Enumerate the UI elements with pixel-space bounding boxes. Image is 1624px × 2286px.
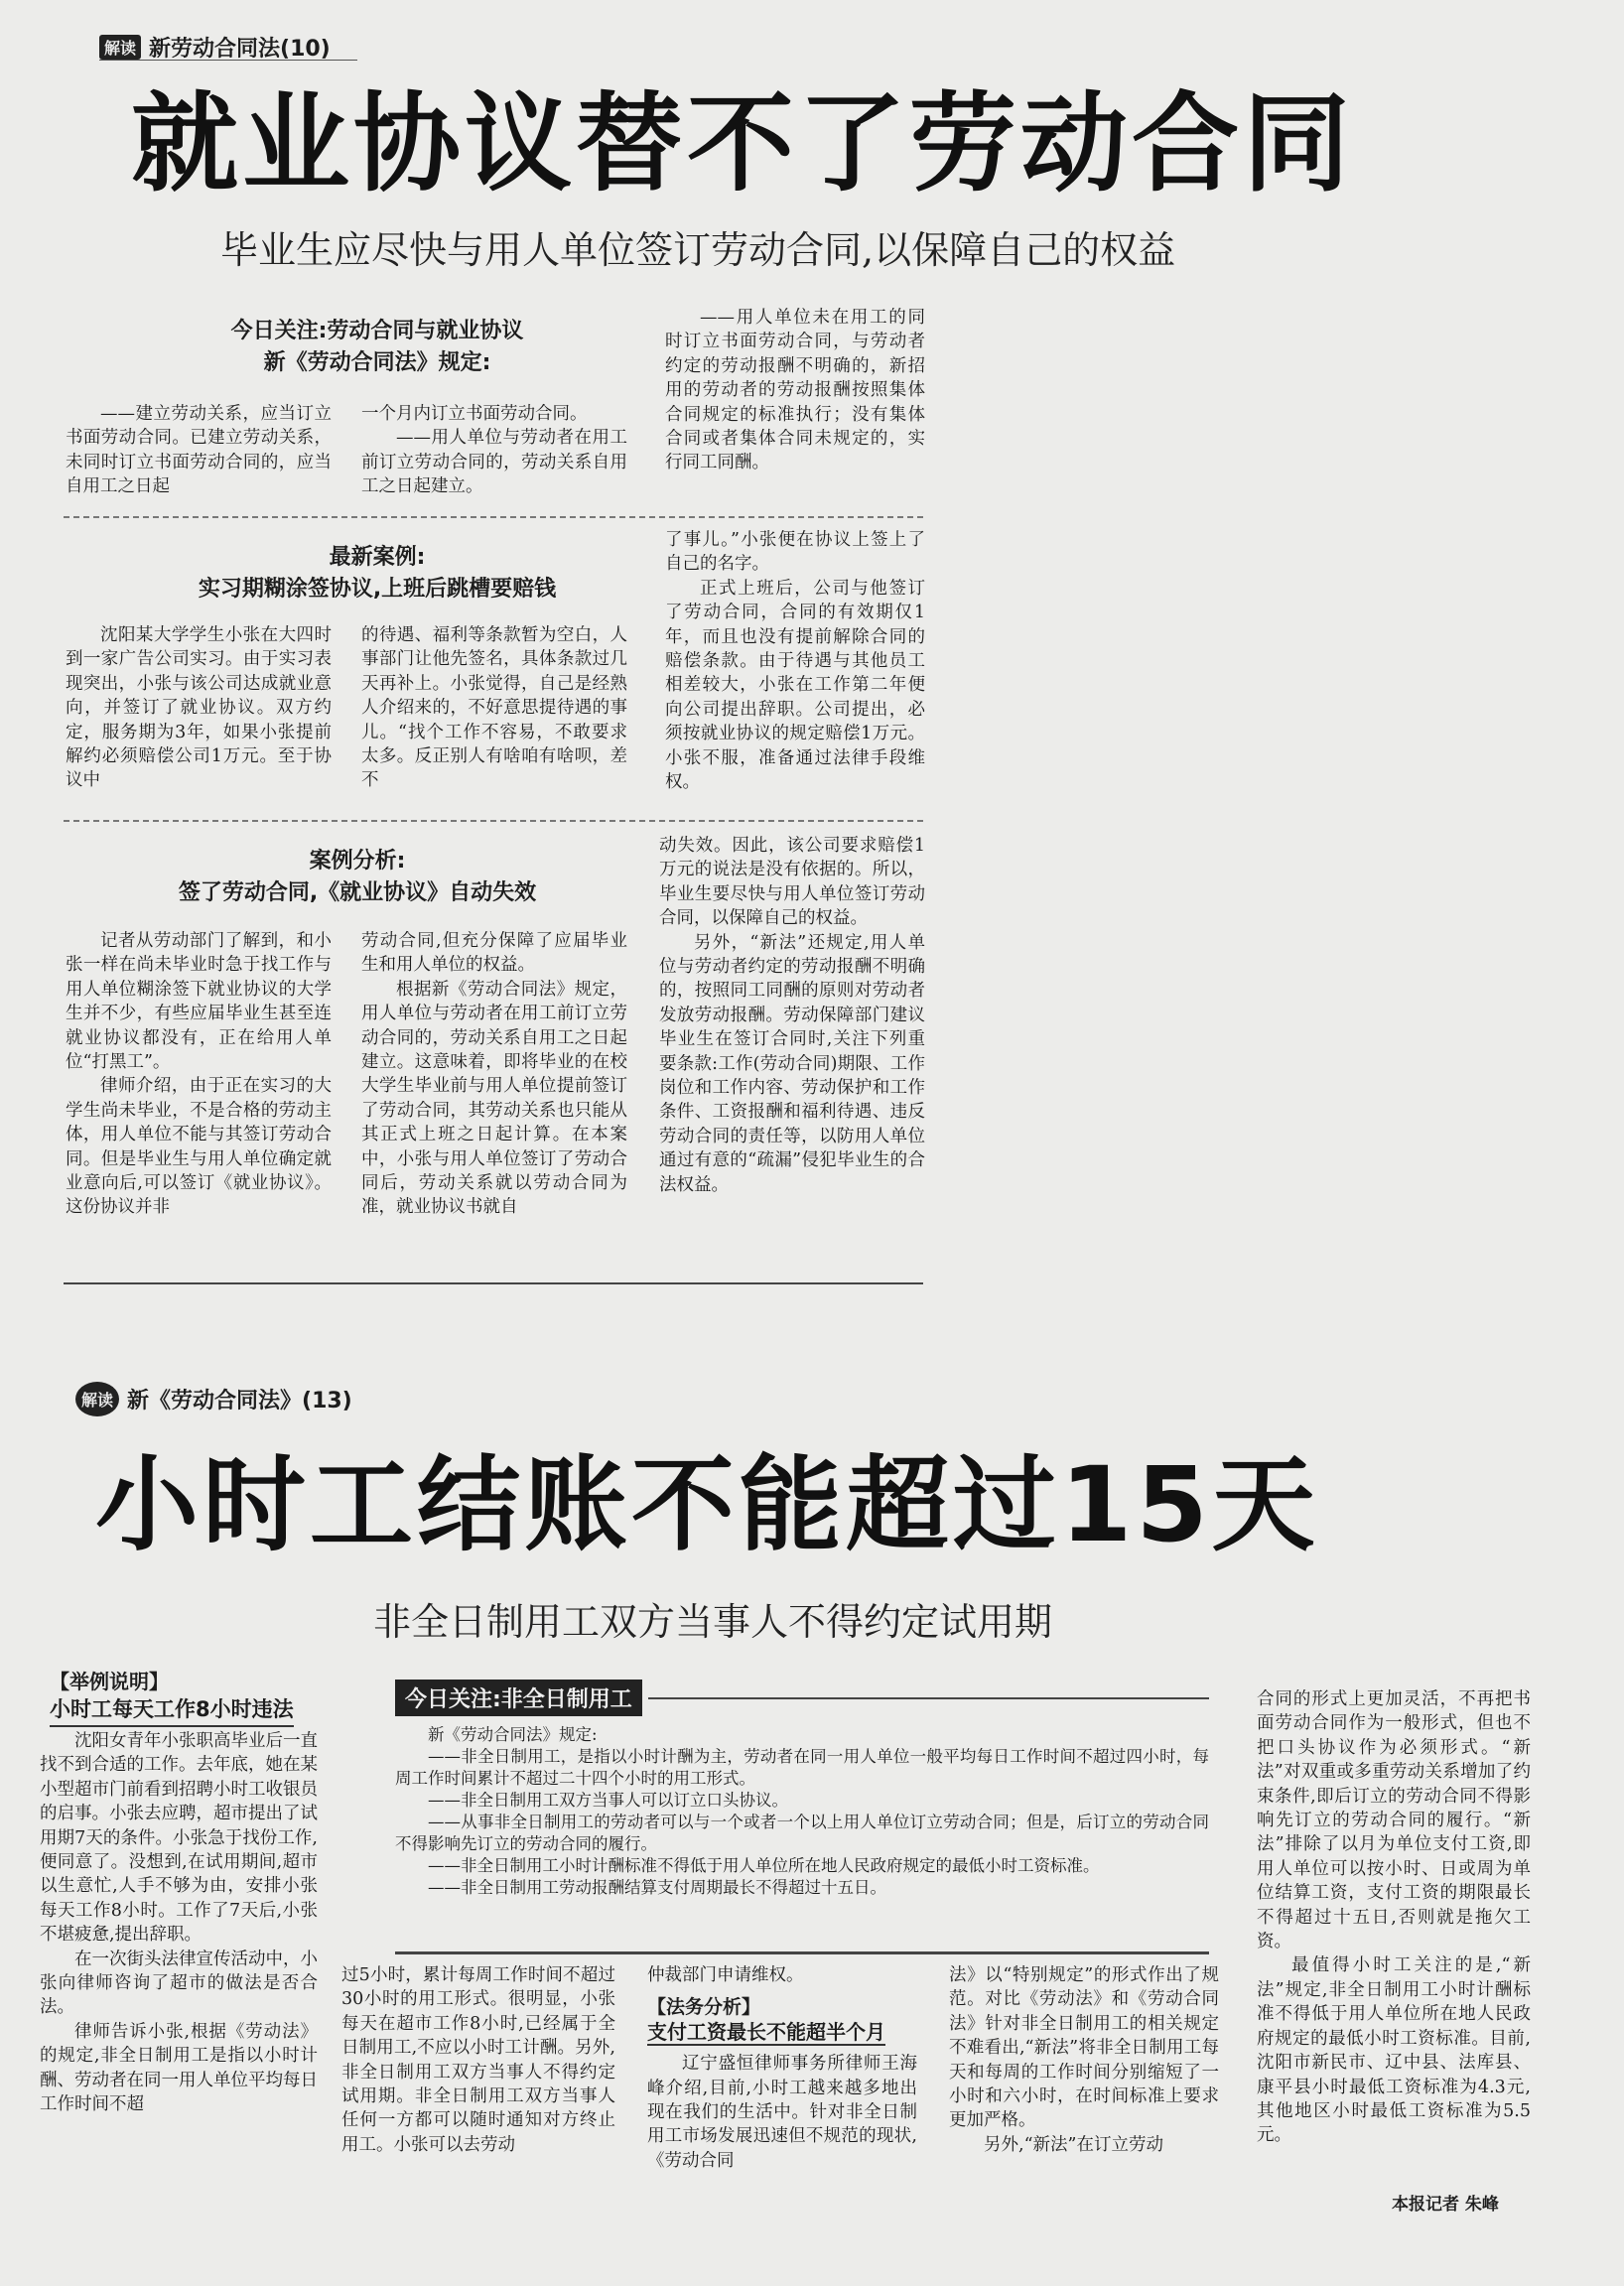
- focus-item: ——从事非全日制用工的劳动者可以与一个或者一个以上用人单位订立劳动合同；但是，后订立的劳动合同不得影响先订立的劳动合同的履行。: [395, 1813, 1209, 1853]
- example-title: 小时工每天工作8小时违法: [50, 1693, 294, 1727]
- section1-col1: ——建立劳动关系，应当订立书面劳动合同。已建立劳动关系，未同时订立书面劳动合同的，应当自用工之日起: [66, 404, 332, 497]
- article2-kicker: [75, 1382, 352, 1416]
- section2-title-line1: 最新案例:: [329, 545, 426, 570]
- law-label: 【法务分析】: [647, 1996, 761, 2019]
- section3-title-line1: 案例分析:: [309, 849, 406, 874]
- section3-col3: 动失效。因此，该公司要求赔偿1万元的说法是没有依据的。所以，毕业生要尽快与用人单位签订劳动合同，以保障自己的权益。 另外，“新法”还规定,用人单位与劳动者约定的劳动报酬不明确的，按照同工同酬的原则对劳动者发放劳动报酬。劳动保障部门建议毕业生在签订合同时,关注下列重要条款:工作(劳动合同)期限、工作岗位和工作内容、劳动保护和工作条件、工资报酬和福利待遇、违反劳动合同的责任等，以防用人单位通过有意的“疏漏”侵犯毕业生的合法权益。: [659, 836, 925, 1195]
- section1-title: [119, 316, 635, 379]
- kicker-tag: 解读: [75, 1382, 119, 1416]
- right-col: 合同的形式上更加灵活，不再把书面劳动合同作为一般形式，但也不把口头协议作为必须形式。“新法”对双重或多重劳动关系增加了约束条件,即后订立的劳动合同不得影响先订立的劳动合同的履行。“新法”排除了以月为单位支付工资,即用人单位可以按小时、日或周为单位结算工资，支付工资的期限最长不得超过十五日,否则就是拖欠工资。 最值得小时工关注的是,“新法”规定,非全日制用工小时计酬标准不得低于用人单位所在地人民政府规定的最低小时工资标准。目前,沈阳市新民市、辽中县、法库县、康平县小时最低工资标准为4.3元,其他地区小时最低工资标准为5.5元。: [1257, 1689, 1531, 2146]
- section1-title-line1: 今日关注:劳动合同与就业协议: [230, 319, 524, 343]
- law-title: 支付工资最长不能超半个月: [647, 2020, 885, 2046]
- section3-col2: 劳动合同,但充分保障了应届毕业生和用人单位的权益。 根据新《劳动合同法》规定，用人单位与劳动者在用工前订立劳动合同的，劳动关系自用工之日起建立。这意味着，即将毕业的在校大学生毕业前与用人单位提前签订了劳动合同，其劳动关系也只能从其正式上班之日起计算。在本案中，小张与用人单位签订了劳动合同后，劳动关系就以劳动合同为准，就业协议书就自: [361, 931, 627, 1218]
- kicker-tag: 解读: [99, 35, 141, 60]
- middle-col1: 过5小时，累计每周工作时间不超过30小时的用工形式。很明显，小张每天在超市工作8小时,已经属于全日制用工,不应以小时工计酬。另外,非全日制用工双方当事人不得约定试用期。非全日制用工双方当事人任何一方都可以随时通知对方终止用工。小张可以去劳动: [341, 1965, 615, 2155]
- kicker-underline: [99, 60, 357, 61]
- kicker-text: 新《劳动合同法》(13): [127, 1389, 352, 1413]
- section3-title: [109, 846, 606, 909]
- focus-item: ——非全日制用工，是指以小时计酬为主，劳动者在同一用人单位一般平均每日工作时间不超过四小时，每周工作时间累计不超过二十四个小时的用工形式。: [395, 1747, 1209, 1788]
- section1-title-line2: 新《劳动合同法》规定:: [263, 350, 491, 375]
- section2-col1: 沈阳某大学学生小张在大四时到一家广告公司实习。由于实习表现突出，小张与该公司达成就业意向，并签订了就业协议。双方约定，服务期为3年，如果小张提前解约必须赔偿公司1万元。至于协议中: [66, 625, 332, 791]
- section2-col3: 了事儿。”小张便在协议上签上了自己的名字。 正式上班后，公司与他签订了劳动合同，合同的有效期仅1年，而且也没有提前解除合同的赔偿条款。由于待遇与其他员工相差较大，小张在工作第二年便向公司提出辞职。公司提出，必须按就业协议的规定赔偿1万元。小张不服，准备通过法律手段维权。: [665, 530, 925, 793]
- focus-intro: 新《劳动合同法》规定:: [428, 1725, 598, 1744]
- article1-subhead: 毕业生应尽快与用人单位签订劳动合同,以保障自己的权益: [220, 228, 1176, 272]
- middle-col2: 仲裁部门申请维权。 【法务分析】 支付工资最长不能超半个月 辽宁盛恒律师事务所律师王海峰介绍,目前,小时工越来越多地出现在我们的生活中。针对非全日制用工市场发展迅速但不规范的现状,《劳动合同: [647, 1965, 917, 2171]
- section3-title-line2: 签了劳动合同,《就业协议》自动失效: [178, 880, 537, 905]
- focus-header-line: [648, 1697, 1209, 1699]
- example-label: 【举例说明】: [50, 1670, 169, 1693]
- section1-col3: ——用人单位未在用工的同时订立书面劳动合同，与劳动者约定的劳动报酬不明确的，新招用的劳动者的劳动报酬按照集体合同规定的标准执行；没有集体合同或者集体合同未规定的，实行同工同酬。: [665, 308, 925, 473]
- focus-item: ——非全日制用工双方当事人可以订立口头协议。: [428, 1791, 788, 1810]
- focus-bottom-rule: [395, 1951, 1209, 1954]
- kicker-text: 新劳动合同法(10): [149, 37, 331, 62]
- focus-box: [395, 1680, 1209, 1899]
- focus-item: ——非全日制用工劳动报酬结算支付周期最长不得超过十五日。: [428, 1878, 886, 1897]
- example-text: 沈阳女青年小张职高毕业后一直找不到合适的工作。去年底，她在某小型超市门前看到招聘小时工收银员的启事。小张去应聘，超市提出了试用期7天的条件。小张急于找份工作,便同意了。没想到,在试用期间,超市以生意忙,人手不够为由，安排小张每天工作8小时。工作了7天后,小张不堪疲惫,提出辞职。 在一次街头法律宣传活动中，小张向律师咨询了超市的做法是否合法。 律师告诉小张,根据《劳动法》的规定,非全日制用工是指以小时计酬、劳动者在同一用人单位平均每日工作时间不超: [40, 1731, 318, 2115]
- section2-title-line2: 实习期糊涂签协议,上班后跳槽要赔钱: [198, 577, 557, 602]
- section2-title: [119, 542, 635, 605]
- focus-body: [395, 1724, 1209, 1899]
- section3-col1: 记者从劳动部门了解到，和小张一样在尚未毕业时急于找工作与用人单位糊涂签下就业协议的大学生并不少，有些应届毕业生甚至连就业协议都没有，正在给用人单位“打黑工”。 律师介绍，由于正在实习的大学生尚未毕业，不是合格的劳动主体，用人单位不能与其签订劳动合同。但是毕业生与用人单位确定就业意向后,可以签订《就业协议》。这份协议并非: [66, 931, 332, 1218]
- article1-kicker: [99, 32, 331, 63]
- section1-col2: 一个月内订立书面劳动合同。 ——用人单位与劳动者在用工前订立劳动合同的，劳动关系自用工之日起建立。: [361, 404, 627, 497]
- section-divider: [64, 516, 923, 518]
- middle-col3: 法》以“特别规定”的形式作出了规范。对比《劳动法》和《劳动合同法》针对非全日制用工的相关规定不难看出,“新法”将非全日制用工每天和每周的工作时间分别缩短了一小时和六小时，在时间标准上要求更加严格。 另外,“新法”在订立劳动: [949, 1965, 1219, 2155]
- section2-col2: 的待遇、福利等条款暂为空白，人事部门让他先签名，具体条款过几天再补上。小张觉得，自己是经熟人介绍来的，不好意思提待遇的事儿。“找个工作不容易，不敢要求太多。反正别人有啥咱有啥呗，差不: [361, 625, 627, 791]
- article2-headline: 小时工结账不能超过15天: [95, 1444, 1319, 1565]
- article1-bottom-rule: [64, 1282, 923, 1284]
- section-divider: [64, 820, 923, 822]
- focus-label: 今日关注:非全日制用工: [395, 1680, 642, 1716]
- article1-headline: 就业协议替不了劳动合同: [131, 82, 1355, 206]
- article2-subhead: 非全日制用工双方当事人不得约定试用期: [373, 1600, 1053, 1644]
- focus-item: ——非全日制用工小时计酬标准不得低于用人单位所在地人民政府规定的最低小时工资标准。: [428, 1856, 1100, 1875]
- byline: 本报记者 朱峰: [1392, 2195, 1499, 2215]
